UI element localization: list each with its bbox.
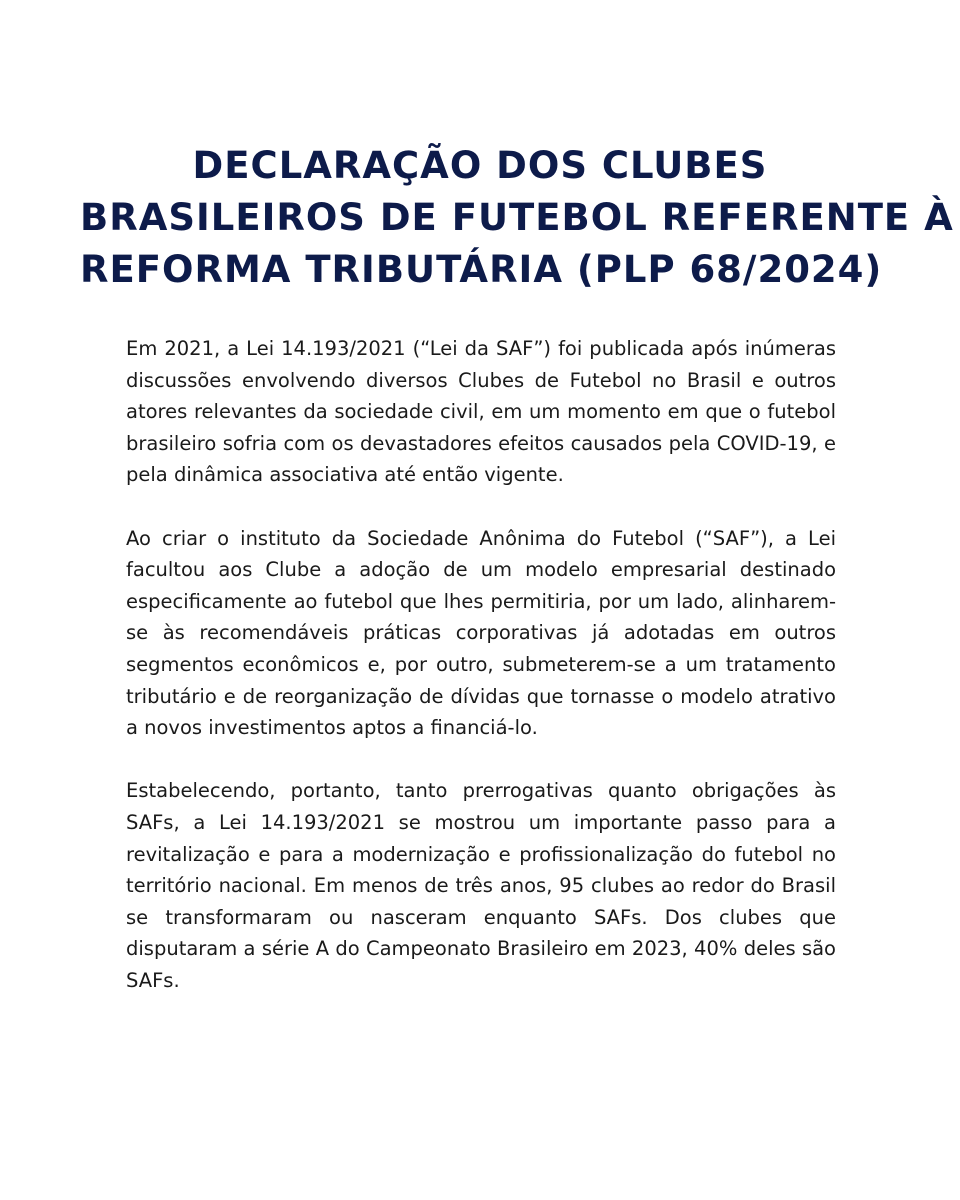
document-title: [80, 140, 954, 296]
paragraph-1: Em 2021, a Lei 14.193/2021 (“Lei da SAF”) foi publicada após inúmeras discussões envolvendo diversos Clubes de Futebol no Brasil e outros atores relevantes da sociedade civil, em um momento em que o futebol brasileiro sofria com os devastadores efeitos causados pela COVID-19, e pela dinâmica associativa até então vigente.: [126, 337, 836, 487]
title-line-1: DECLARAÇÃO DOS CLUBES: [192, 144, 768, 187]
paragraph-3: Estabelecendo, portanto, tanto prerrogativas quanto obrigações às SAFs, a Lei 14.193/2021 se mostrou um importante passo para a revitalização e para a modernização e profissionalização do futebol no território nacional. Em menos de três anos, 95 clubes ao redor do Brasil se transformaram ou nasceram enquanto SAFs. Dos clubes que disputaram a série A do Campeonato Brasileiro em 2023, 40% deles são SAFs.: [126, 779, 836, 992]
title-line-2: BRASILEIROS DE FUTEBOL REFERENTE À: [80, 196, 954, 239]
title-line-3: REFORMA TRIBUTÁRIA (PLP 68/2024): [80, 248, 883, 291]
document-body: [126, 333, 836, 1028]
paragraph-2: Ao criar o instituto da Sociedade Anônima do Futebol (“SAF”), a Lei facultou aos Clube a adoção de um modelo empresarial destinado especificamente ao futebol que lhes permitiria, por um lado, alinharem-se às recomendáveis práticas corporativas já adotadas em outros segmentos econômicos e, por outro, submeterem-se a um tratamento tributário e de reorganização de dívidas que tornasse o modelo atrativo a novos investimentos aptos a financiá-lo.: [126, 526, 836, 740]
